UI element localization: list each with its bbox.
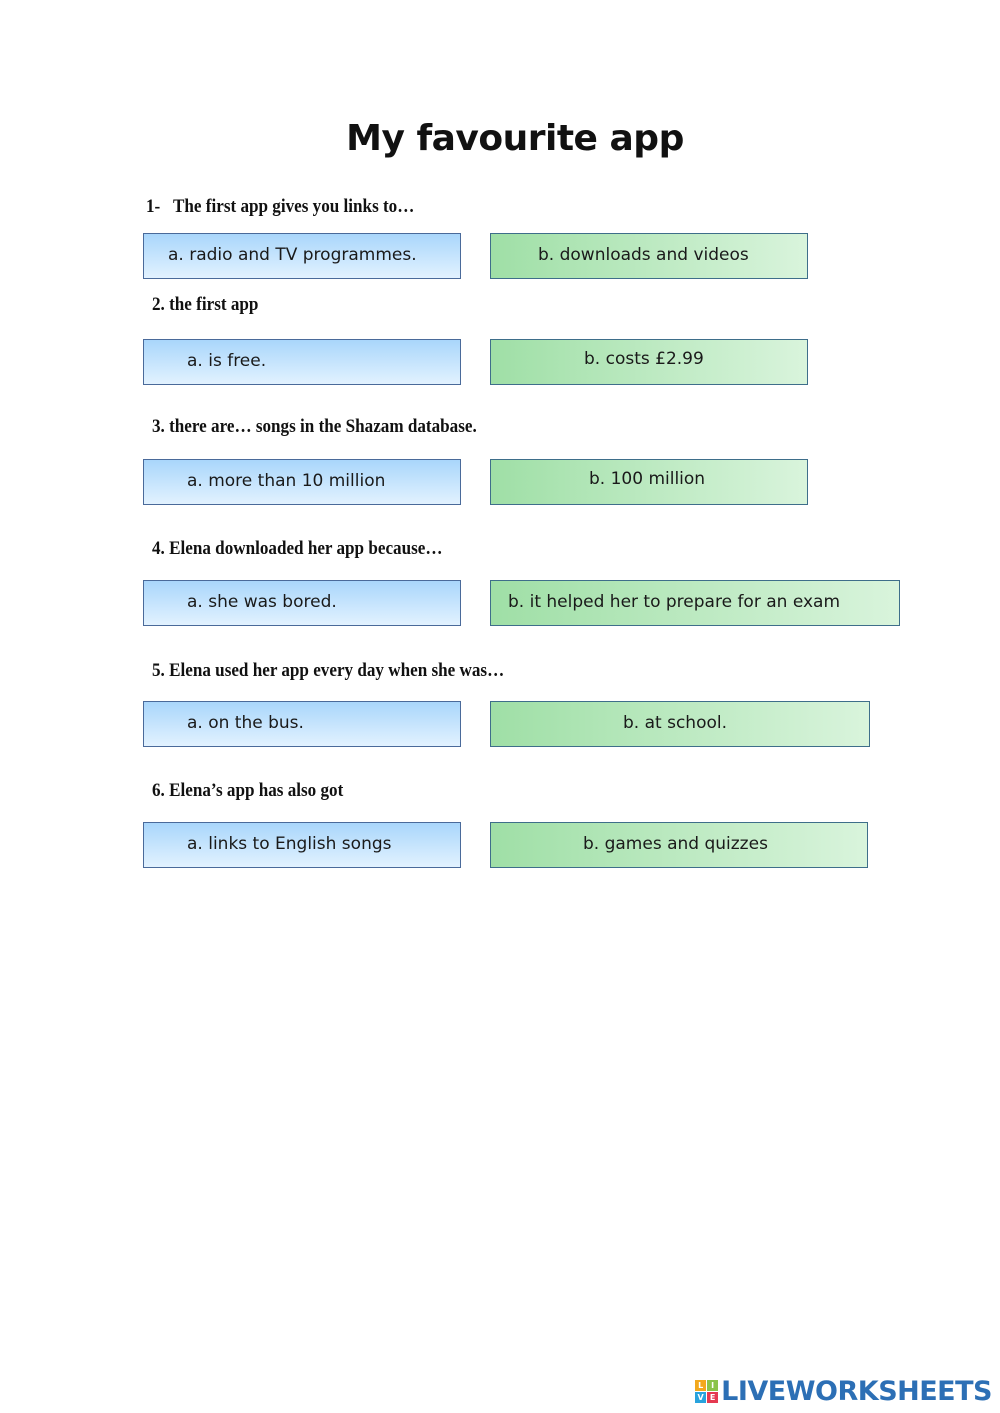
question-2 [152, 294, 258, 316]
option-5b[interactable]: b. at school. [490, 701, 870, 747]
option-4a[interactable]: a. she was bored. [143, 580, 461, 626]
question-number: 2. [152, 294, 165, 315]
option-5a[interactable]: a. on the bus. [143, 701, 461, 747]
liveworksheets-logo [695, 1376, 992, 1407]
logo-mark-letter: E [707, 1392, 718, 1403]
question-number: 5. [152, 660, 165, 681]
option-2b[interactable]: b. costs £2.99 [490, 339, 808, 385]
question-number: 6. [152, 780, 165, 801]
question-text: The first app gives you links to… [173, 196, 415, 217]
question-number: 1- [146, 196, 161, 217]
logo-mark-letter: I [707, 1380, 718, 1391]
logo-mark-letter: V [695, 1392, 706, 1403]
option-6b[interactable]: b. games and quizzes [490, 822, 868, 868]
logo-mark-letter: L [695, 1380, 706, 1391]
question-5 [152, 660, 504, 682]
logo-text: LIVEWORKSHEETS [721, 1376, 992, 1407]
question-6 [152, 780, 343, 802]
option-2a[interactable]: a. is free. [143, 339, 461, 385]
question-text: the first app [164, 294, 259, 315]
option-3a[interactable]: a. more than 10 million [143, 459, 461, 505]
option-6a[interactable]: a. links to English songs [143, 822, 461, 868]
option-1b[interactable]: b. downloads and videos [490, 233, 808, 279]
option-4b[interactable]: b. it helped her to prepare for an exam [490, 580, 900, 626]
question-1 [146, 196, 414, 218]
option-1a[interactable]: a. radio and TV programmes. [143, 233, 461, 279]
question-number: 4. [152, 538, 165, 559]
logo-mark-icon [695, 1380, 718, 1403]
question-text: Elena used her app every day when she was… [164, 660, 505, 681]
question-text: there are… songs in the Shazam database. [164, 416, 477, 437]
question-text: Elena’s app has also got [164, 780, 344, 801]
page-title: My favourite app [346, 118, 684, 159]
question-text: Elena downloaded her app because… [164, 538, 443, 559]
question-3 [152, 416, 477, 438]
question-number: 3. [152, 416, 165, 437]
option-3b[interactable]: b. 100 million [490, 459, 808, 505]
question-4 [152, 538, 442, 560]
